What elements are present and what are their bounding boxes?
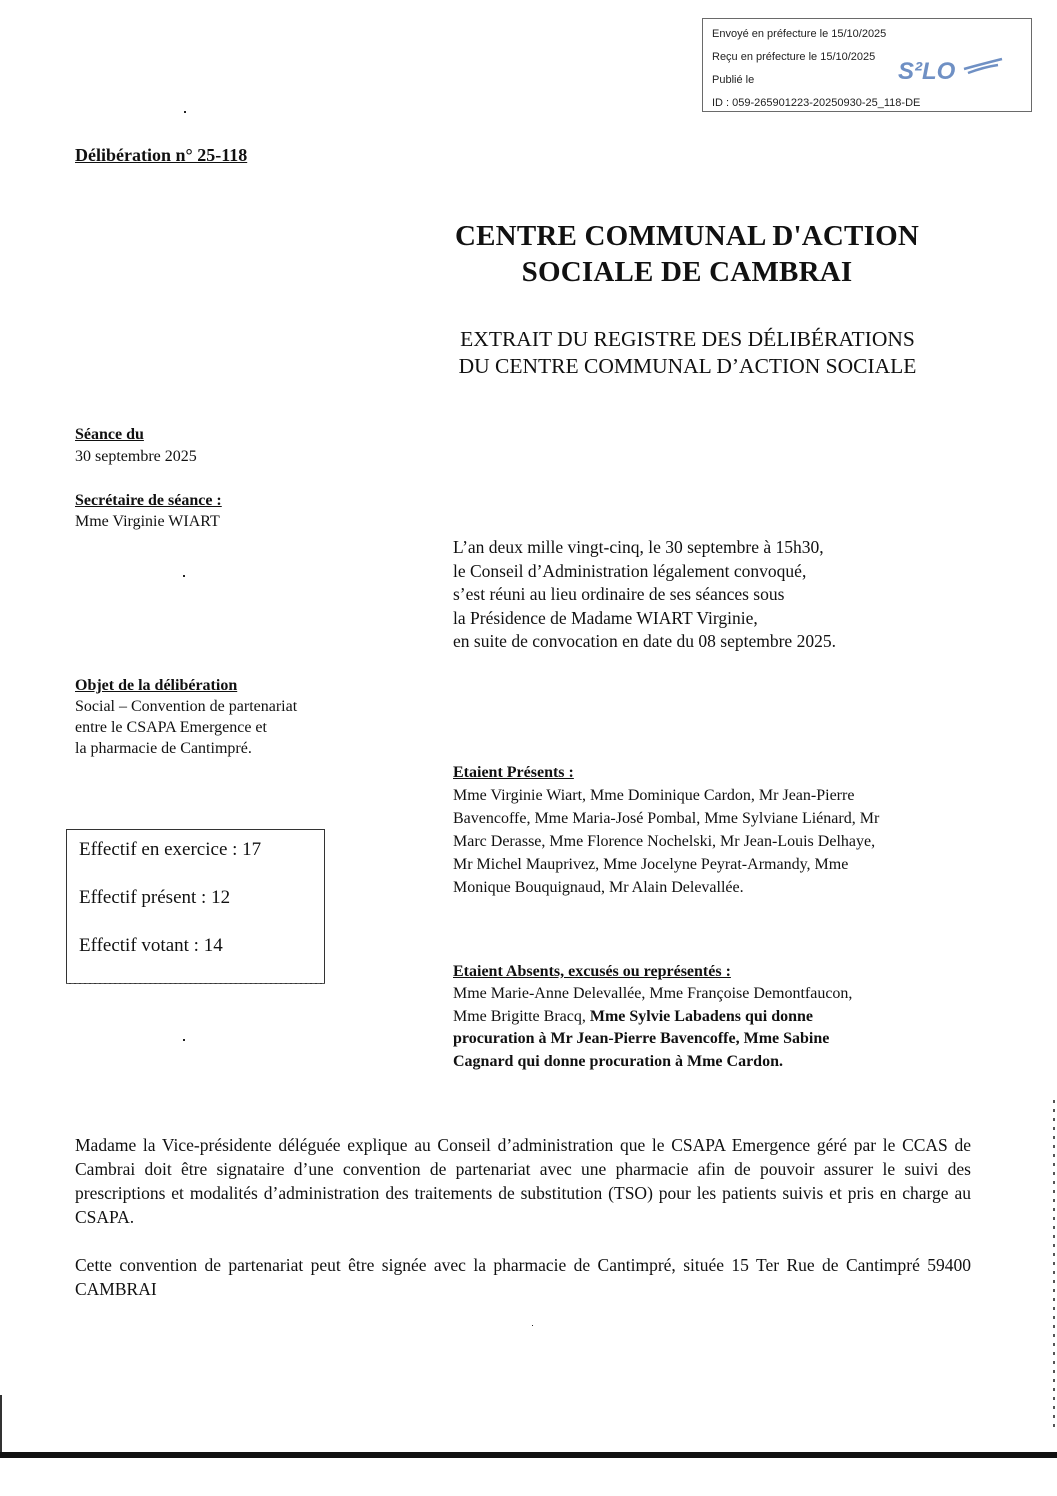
stamp-publie: Publié le — [712, 74, 755, 86]
absents-plain: Mme Brigitte Bracq, — [453, 1007, 590, 1025]
effectif-exercice: Effectif en exercice : 17 — [79, 839, 262, 860]
presents-label: Etaient Présents : — [453, 764, 574, 781]
objet-line: entre le CSAPA Emergence et — [75, 719, 267, 736]
page-title — [412, 218, 962, 290]
scan-speck — [532, 1325, 533, 1326]
extract-line-1: EXTRAIT DU REGISTRE DES DÉLIBÉRATIONS — [460, 327, 915, 351]
prefecture-stamp — [702, 18, 1032, 112]
intro-line: le Conseil d’Administration légalement convoqué, — [453, 560, 807, 581]
absents-label: Etaient Absents, excusés ou représentés : — [453, 963, 731, 980]
body-paragraph-1: Madame la Vice-présidente déléguée explique au Conseil d’administration que le CSAPA Emergence géré par le CCAS de Cambrai doit être signataire d’une convention de partenariat avec une pharmacie afin de pouvoir assurer le suivi des prescriptions et modalités d’administration des traitements de substitution (TSO) pour les patients suivis et pris en charge au CSAPA. — [75, 1135, 971, 1227]
scan-bottom-edge — [0, 1452, 1057, 1458]
effectif-votant: Effectif votant : 14 — [79, 935, 223, 956]
objet-description — [75, 696, 375, 759]
seance-label: Séance du — [75, 426, 144, 443]
stamp-id: ID : 059-265901223-20250930-25_118-DE — [712, 97, 921, 109]
presents-line: Monique Bouquignaud, Mr Alain Delevallée. — [453, 879, 744, 896]
intro-line: s’est réuni au lieu ordinaire de ses séances sous — [453, 584, 785, 604]
title-line-1: CENTRE COMMUNAL D'ACTION — [455, 220, 919, 252]
presents-list — [453, 784, 993, 899]
secretaire-name: Mme Virginie WIART — [75, 513, 220, 530]
stamp-recu: Reçu en préfecture le 15/10/2025 — [712, 51, 876, 63]
objet-line: la pharmacie de Cantimpré. — [75, 740, 252, 757]
scan-speck — [183, 1039, 185, 1041]
stamp-envoye: Envoyé en préfecture le 15/10/2025 — [712, 28, 887, 40]
deliberation-number: Délibération n° 25-118 — [75, 145, 248, 165]
extract-line-2: DU CENTRE COMMUNAL D’ACTION SOCIALE — [458, 354, 917, 378]
title-line-2: SOCIALE DE CAMBRAI — [521, 256, 853, 288]
absents-line — [453, 1028, 973, 1051]
s2lo-logo-icon — [898, 55, 1006, 87]
secretaire-label: Secrétaire de séance : — [75, 492, 222, 509]
svg-text:S²LO: S²LO — [898, 58, 956, 85]
effectifs-box — [66, 829, 325, 984]
objet-label: Objet de la délibération — [75, 677, 238, 694]
absents-line: Mme Marie-Anne Delevallée, Mme Françoise Demontfaucon, — [453, 985, 853, 1002]
absents-procuration: procuration à Mr Jean-Pierre Bavencoffe, Mme Sabine — [453, 1030, 830, 1047]
objet-line: Social – Convention de partenariat — [75, 698, 298, 715]
absents-procuration: Cagnard qui donne procuration à Mme Cardon. — [453, 1052, 783, 1070]
absents-line — [453, 1006, 973, 1029]
presents-line: Mr Michel Mauprivez, Mme Jocelyne Peyrat-Armandy, Mme — [453, 856, 849, 873]
absents-procuration: Mme Sylvie Labadens qui donne — [589, 1007, 814, 1025]
presents-line: Marc Derasse, Mme Florence Nochelski, Mr Jean-Louis Delhaye, — [453, 833, 876, 850]
scan-speck — [183, 575, 185, 577]
scan-speck — [184, 111, 186, 113]
divider — [66, 983, 325, 984]
presents-line: Bavencoffe, Mme Maria-José Pombal, Mme Sylviane Liénard, Mr — [453, 810, 880, 827]
intro-line: en suite de convocation en date du 08 septembre 2025. — [453, 631, 836, 651]
intro-line: la Présidence de Madame WIART Virginie, — [453, 607, 758, 628]
scan-edge — [1053, 1100, 1055, 1430]
body-paragraph-2: Cette convention de partenariat peut être signée avec la pharmacie de Cantimpré, située 15 Ter Rue de Cantimpré 59400 CAMBRAI — [75, 1255, 971, 1299]
presents-line: Mme Virginie Wiart, Mme Dominique Cardon, Mr Jean-Pierre — [453, 787, 855, 804]
seance-date: 30 septembre 2025 — [75, 448, 197, 465]
absents-list — [453, 983, 973, 1073]
intro-paragraph — [453, 536, 973, 654]
extract-heading — [405, 326, 970, 380]
effectif-present: Effectif présent : 12 — [79, 887, 231, 908]
absents-line — [453, 1051, 973, 1074]
intro-line: L’an deux mille vingt-cinq, le 30 septembre à 15h30, — [453, 537, 824, 557]
scan-edge — [0, 1395, 2, 1455]
